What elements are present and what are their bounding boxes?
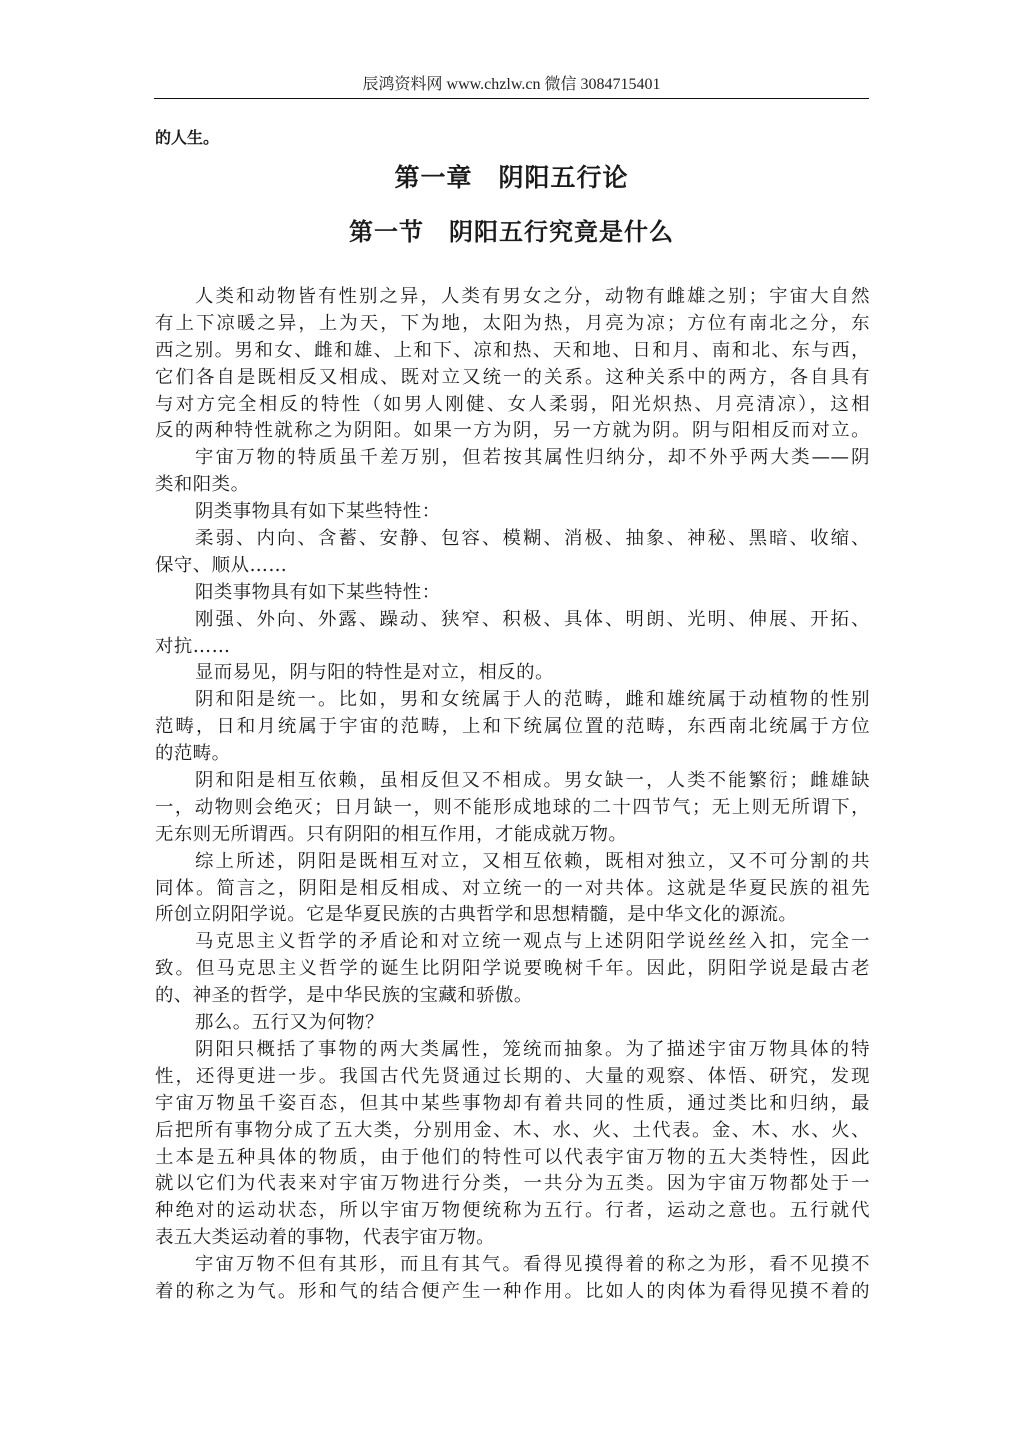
text-line: 宇宙万物的特质虽千差万别，但若按其属性归纳分，却不外乎两大类——阴 bbox=[195, 447, 870, 469]
text-line: 显而易见，阴与阳的特性是对立，相反的。 bbox=[195, 662, 554, 684]
text-line: 同体。简言之，阴阳是相反相成、对立统一的一对共体。这就是华夏民族的祖先 bbox=[155, 877, 870, 899]
text-line: 后把所有事物分成了五大类，分别用金、木、水、火、土代表。金、木、水、火、 bbox=[155, 1119, 870, 1141]
text-line: 马克思主义哲学的矛盾论和对立统一观点与上述阴阳学说丝丝入扣，完全一 bbox=[195, 931, 870, 953]
text-line: 与对方完全相反的特性（如男人刚健、女人柔弱，阳光炽热、月亮清凉），这相 bbox=[155, 393, 870, 415]
text-line: 一，动物则会绝灭；日月缺一，则不能形成地球的二十四节气；无上则无所谓下， bbox=[155, 796, 870, 818]
text-line: 柔弱、内向、含蓄、安静、包容、模糊、消极、抽象、神秘、黑暗、收缩、 bbox=[195, 528, 870, 550]
text-line: 种绝对的运动状态，所以宇宙万物便统称为五行。行者，运动之意也。五行就代 bbox=[155, 1200, 870, 1222]
text-line: 阳类事物具有如下某些特性： bbox=[195, 581, 441, 603]
text-line: 表五大类运动着的事物，代表宇宙万物。 bbox=[155, 1227, 496, 1249]
text-line: 阴和阳是统一。比如，男和女统属于人的范畴，雌和雄统属于动植物的性别 bbox=[195, 689, 870, 711]
text-line: 宇宙万物虽千姿百态，但其中某些事物却有着共同的性质，通过类比和归纳，最 bbox=[155, 1092, 870, 1114]
text-line: 致。但马克思主义哲学的诞生比阴阳学说要晚树千年。因此，阴阳学说是最古老 bbox=[155, 958, 870, 980]
text-line: 宇宙万物不但有其形，而且有其气。看得见摸得着的称之为形，看不见摸不 bbox=[195, 1254, 870, 1276]
text-line: 阴类事物具有如下某些特性： bbox=[195, 501, 441, 523]
text-line: 的、神圣的哲学，是中华民族的宝藏和骄傲。 bbox=[155, 985, 533, 1007]
page-header: 辰鸿资料网 www.chzlw.cn 微信 3084715401 bbox=[362, 76, 661, 93]
chapter-title: 第一章 阴阳五行论 bbox=[394, 163, 629, 192]
text-line: 土本是五种具体的物质，由于他们的特性可以代表宇宙万物的五大类特性，因此 bbox=[155, 1146, 870, 1168]
text-line: 保守、顺从…… bbox=[155, 554, 288, 576]
text-line: 它们各自是既相反又相成、既对立又统一的关系。这种关系中的两方，各自具有 bbox=[155, 366, 870, 388]
text-line: 着的称之为气。形和气的结合便产生一种作用。比如人的肉体为看得见摸不着的 bbox=[155, 1280, 870, 1302]
text-line: 那么。五行又为何物？ bbox=[195, 1012, 384, 1034]
text-line: 无东则无所谓西。只有阴阳的相互作用，才能成就万物。 bbox=[155, 823, 628, 845]
text-line: 类和阳类。 bbox=[155, 474, 250, 496]
text-line: 性，还得更进一步。我国古代先贤通过长期的、大量的观察、体悟、研究，发现 bbox=[155, 1065, 870, 1087]
header-divider bbox=[154, 98, 869, 99]
text-line: 人类和动物皆有性别之异，人类有男女之分，动物有雌雄之别；宇宙大自然 bbox=[195, 286, 870, 307]
body-text bbox=[155, 284, 870, 1306]
text-line: 刚强、外向、外露、躁动、狭窄、积极、具体、明朗、光明、伸展、开拓、 bbox=[195, 608, 870, 630]
text-line: 西之别。男和女、雌和雄、上和下、凉和热、天和地、日和月、南和北、东与西， bbox=[155, 339, 870, 361]
text-line: 的范畴。 bbox=[155, 743, 231, 765]
text-line: 有上下凉暖之异，上为天，下为地，太阳为热，月亮为凉；方位有南北之分，东 bbox=[155, 312, 870, 334]
text-line: 范畴，日和月统属于宇宙的范畴，上和下统属位置的范畴，东西南北统属于方位 bbox=[155, 716, 870, 738]
text-line: 阴和阳是相互依赖，虽相反但又不相成。男女缺一，人类不能繁衍；雌雄缺 bbox=[195, 770, 870, 792]
text-line: 阴阳只概括了事物的两大类属性，笼统而抽象。为了描述宇宙万物具体的特 bbox=[195, 1038, 870, 1060]
text-line: 就以它们为代表来对宇宙万物进行分类，一共分为五类。因为宇宙万物都处于一 bbox=[155, 1173, 870, 1195]
text-line: 所创立阴阳学说。它是华夏民族的古典哲学和思想精髓，是中华文化的源流。 bbox=[155, 904, 798, 926]
text-line: 对抗…… bbox=[155, 635, 231, 657]
text-line: 反的两种特性就称之为阴阳。如果一方为阴，另一方就为阴。阴与阳相反而对立。 bbox=[155, 420, 870, 442]
text-line: 综上所述，阴阳是既相互对立，又相互依赖，既相对独立，又不可分割的共 bbox=[195, 850, 870, 872]
section-title: 第一节 阴阳五行究竟是什么 bbox=[349, 217, 674, 246]
carryover-text: 的人生。 bbox=[155, 128, 220, 147]
